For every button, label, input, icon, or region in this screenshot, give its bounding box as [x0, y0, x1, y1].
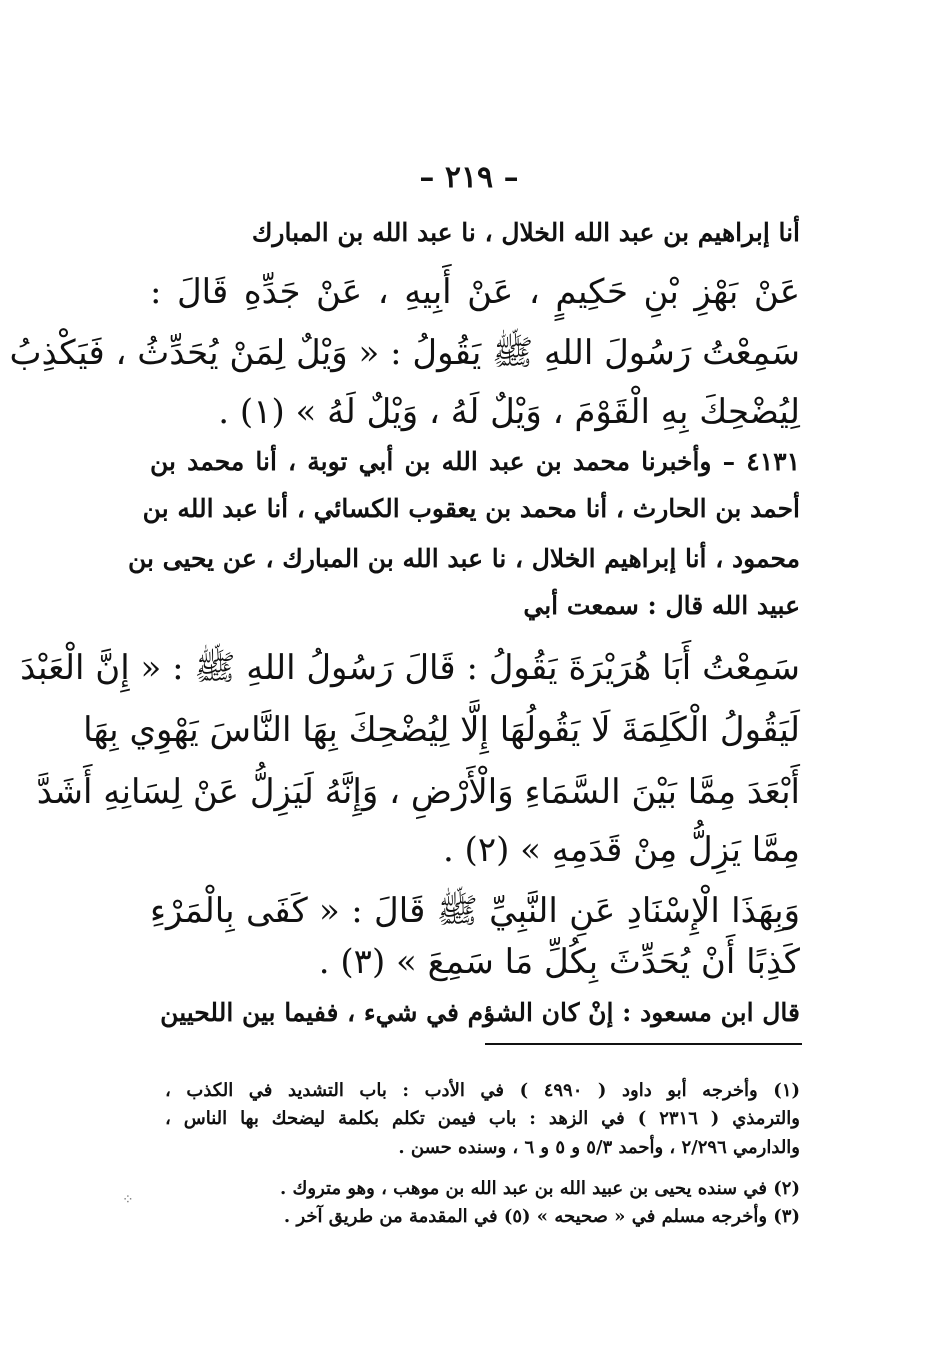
footnote-separator [485, 1043, 802, 1045]
footnote-line: والدارمي ٢/٢٩٦ ، وأحمد ٥/٣ و ٥ و ٦ ، وسنده حسن . [398, 1137, 800, 1158]
hadith-text-line: كَذِبًا أَنْ يُحَدِّثَ بِكُلِّ مَا سَمِعَ » (٣) . [318, 942, 800, 982]
footnote-line: (١) وأخرجه أبو داود ( ٤٩٩٠ ) في الأدب : باب التشديد في الكذب ، [165, 1080, 801, 1101]
hadith-text-line: وَبِهَذَا الْإِسْنَادِ عَنِ النَّبِيِّ ﷺ قَالَ : « كَفَى بِالْمَرْءِ [150, 891, 800, 931]
footnote-line: والترمذي ( ٢٣١٦ ) في الزهد : باب فيمن تكلم بكلمة ليضحك بها الناس ، [165, 1108, 800, 1129]
footnote-line: (٢) في سنده يحيى بن عبيد الله بن عبد الله بن موهب ، وهو متروك . [280, 1178, 800, 1199]
page-number: – ٢١٩ – [419, 160, 519, 195]
hadith-text-line: مِمَّا يَزِلُّ مِنْ قَدَمِهِ » (٢) . [442, 830, 800, 870]
isnad-line: ٤١٣١ – وأخبرنا محمد بن عبد الله بن أبي توبة ، أنا محمد بن [150, 447, 800, 476]
hadith-text-line: لِيُضْحِكَ بِهِ الْقَوْمَ ، وَيْلٌ لَهُ ، وَيْلٌ لَهُ » (١) . [218, 392, 800, 432]
isnad-line: أحمد بن الحارث ، أنا محمد بن يعقوب الكسائي ، أنا عبد الله بن [142, 494, 800, 523]
scan-speck: ⁘ [122, 1192, 134, 1208]
footnote-line: (٣) وأخرجه مسلم في « صحيحه » (٥) في المقدمة من طريق آخر . [283, 1206, 800, 1227]
hadith-text-line: سَمِعْتُ أَبَا هُرَيْرَةَ يَقُولُ : قَالَ رَسُولُ اللهِ ﷺ : « إِنَّ الْعَبْدَ [20, 648, 800, 688]
athar-line: قال ابن مسعود : إنْ كان الشؤم في شيء ، ففيما بين اللحيين [160, 998, 800, 1027]
hadith-text-line: لَيَقُولُ الْكَلِمَةَ لَا يَقُولُهَا إِلَّا لِيُضْحِكَ بِهَا النَّاسَ يَهْوِي بِهَا [83, 710, 800, 750]
hadith-text-line: سَمِعْتُ رَسُولَ اللهِ ﷺ يَقُولُ : « وَيْلٌ لِمَنْ يُحَدِّثُ ، فَيَكْذِبُ [9, 333, 800, 373]
isnad-line: أنا إبراهيم بن عبد الله الخلال ، نا عبد الله بن المبارك [251, 218, 800, 247]
hadith-text-line: عَنْ بَهْزِ بْنِ حَكِيمٍ ، عَنْ أَبِيهِ ، عَنْ جَدِّهِ قَالَ : [150, 272, 800, 312]
isnad-line: عبيد الله قال : سمعت أبي [523, 591, 800, 620]
isnad-line: محمود ، أنا إبراهيم الخلال ، نا عبد الله بن المبارك ، عن يحيى بن [127, 544, 800, 573]
hadith-text-line: أَبْعَدَ مِمَّا بَيْنَ السَّمَاءِ وَالْأَرْضِ ، وَإِنَّهُ لَيَزِلُّ عَنْ لِسَانِهِ أَشَدَّ [36, 772, 800, 812]
